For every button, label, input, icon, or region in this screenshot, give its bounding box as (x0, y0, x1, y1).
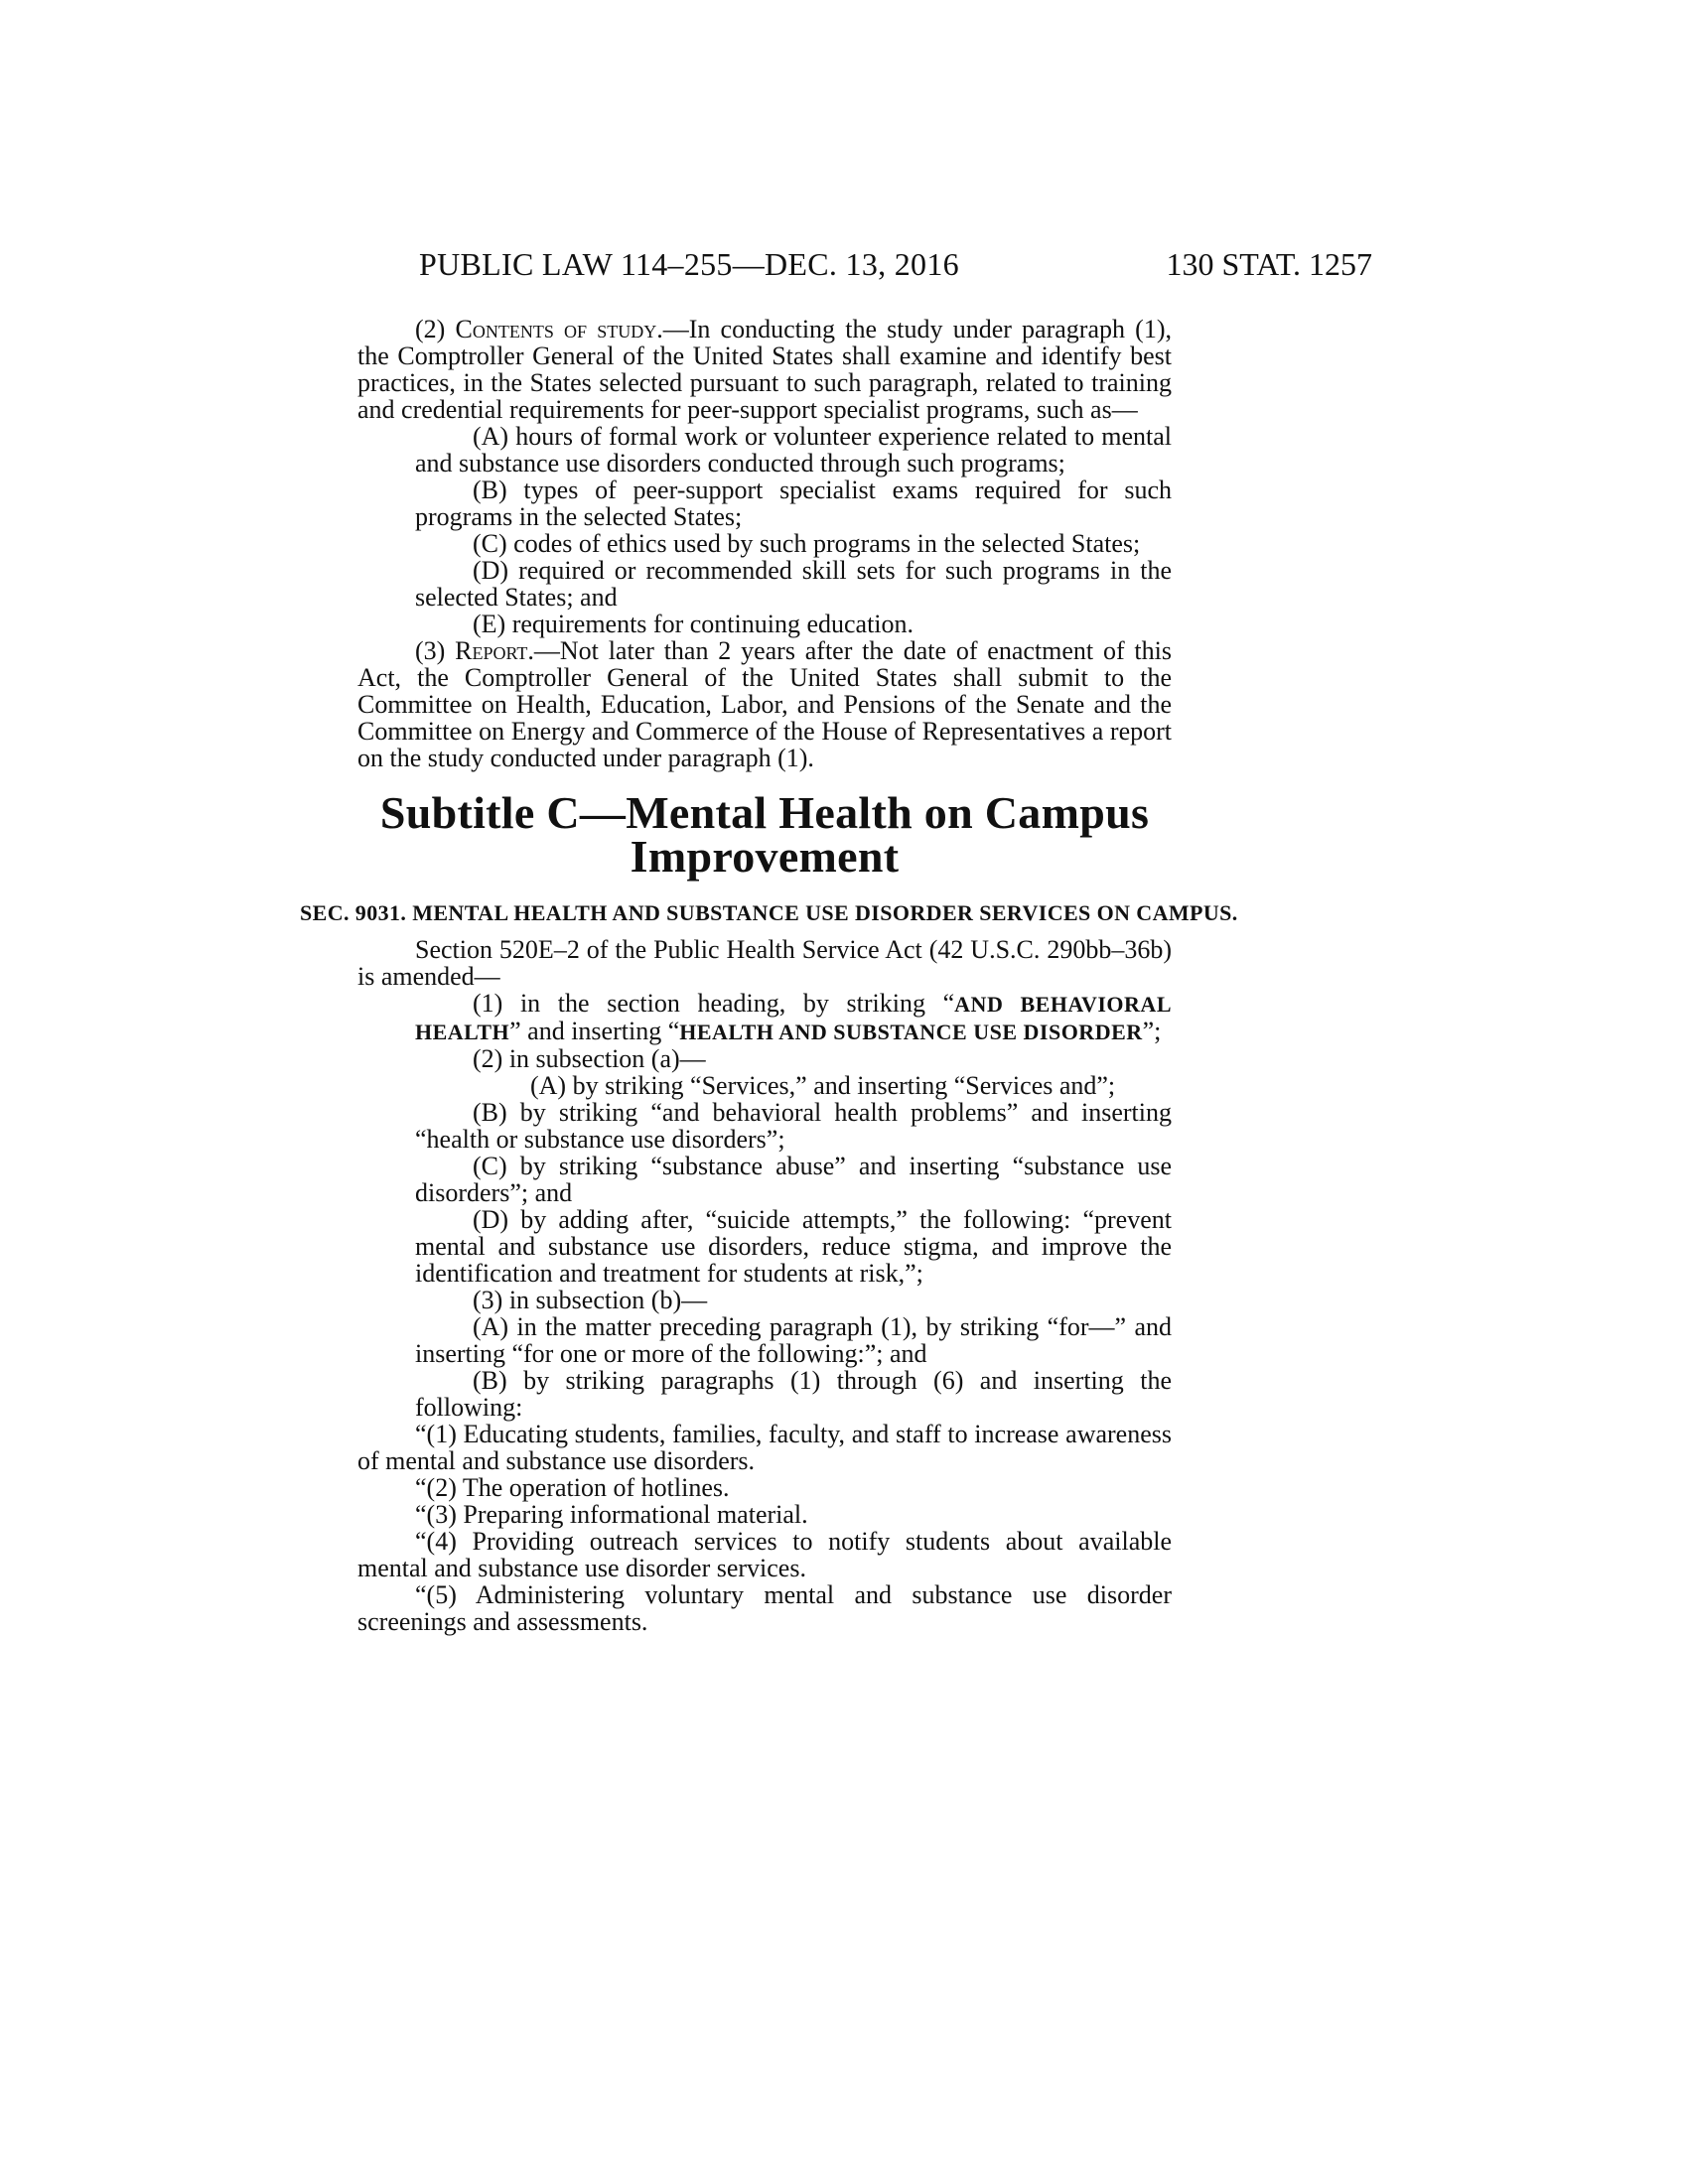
quoted-paragraph-4: “(4) Providing outreach services to notify students about available mental and substance use disorder services. (357, 1527, 1172, 1582)
header-law-citation: PUBLIC LAW 114–255—DEC. 13, 2016 (419, 246, 959, 282)
running-header (419, 246, 1372, 286)
section-heading: SEC. 9031. MENTAL HEALTH AND SUBSTANCE USE DISORDER SERVICES ON CAMPUS. (300, 900, 1238, 925)
quoted-paragraph-1: “(1) Educating students, families, faculty, and staff to increase awareness of mental and substance use disorders. (357, 1420, 1172, 1475)
subtitle-heading: Subtitle C—Mental Health on Campus Improvement (379, 787, 1150, 882)
amendment-item-3-b: (B) by striking paragraphs (1) through (6) and inserting the following: (415, 1366, 1172, 1422)
amendment-item-1: (1) in the section heading, by striking “AND BEHAVIORAL HEALTH” and inserting “HEALTH AND SUBSTANCE USE DISORDER”; (415, 989, 1172, 1045)
paragraph-caption: Report (455, 636, 528, 665)
amendment-item-2-a: (A) by striking “Services,” and inserting “Services and”; (530, 1071, 1116, 1100)
amendment-item-2-d: (D) by adding after, “suicide attempts,” the following: “prevent mental and substance use disorders, reduce stigma, and improve the identification and treatment for students at risk,”; (415, 1205, 1172, 1288)
section-intro: Section 520E–2 of the Public Health Service Act (42 U.S.C. 290bb–36b) is amended— (357, 935, 1172, 991)
page-body (300, 315, 1238, 1636)
subparagraph-b: (B) types of peer-support specialist exams required for such programs in the selected States; (415, 476, 1172, 531)
subparagraph-a: (A) hours of formal work or volunteer experience related to mental and substance use disorders conducted through such programs; (415, 422, 1172, 478)
amendment-item-3-a: (A) in the matter preceding paragraph (1), by striking “for—” and inserting “for one or more of the following:”; and (415, 1312, 1172, 1368)
subparagraph-c: (C) codes of ethics used by such programs in the selected States; (473, 529, 1141, 558)
amendment-item-2-c: (C) by striking “substance abuse” and inserting “substance use disorders”; and (415, 1152, 1172, 1207)
paragraph-2-contents-of-study: (2) Contents of study.—In conducting the study under paragraph (1), the Comptroller General of the United States shall examine and identify best practices, in the States selected pursuant to such paragraph, related to training and credential requirements for peer-support specialist programs, such as— (357, 315, 1172, 424)
header-stat-page: 130 STAT. 1257 (1166, 246, 1372, 282)
paragraph-caption: Contents of study (455, 315, 657, 343)
quoted-paragraph-2: “(2) The operation of hotlines. (415, 1473, 730, 1502)
subparagraph-d: (D) required or recommended skill sets for such programs in the selected States; and (415, 556, 1172, 612)
amendment-item-3: (3) in subsection (b)— (473, 1286, 708, 1314)
quoted-paragraph-3: “(3) Preparing informational material. (415, 1500, 808, 1529)
quoted-paragraph-5: “(5) Administering voluntary mental and substance use disorder screenings and assessments. (357, 1580, 1172, 1636)
paragraph-3-report: (3) Report.—Not later than 2 years after the date of enactment of this Act, the Comptroller General of the United States shall submit to the Committee on Health, Education, Labor, and Pensions of the Senate and the Committee on Energy and Commerce of the House of Representatives a report on the study conducted under paragraph (1). (357, 636, 1172, 772)
amendment-item-2-b: (B) by striking “and behavioral health problems” and inserting “health or substance use disorders”; (415, 1098, 1172, 1154)
subparagraph-e: (E) requirements for continuing education. (473, 610, 914, 638)
amendment-item-2: (2) in subsection (a)— (473, 1044, 706, 1073)
